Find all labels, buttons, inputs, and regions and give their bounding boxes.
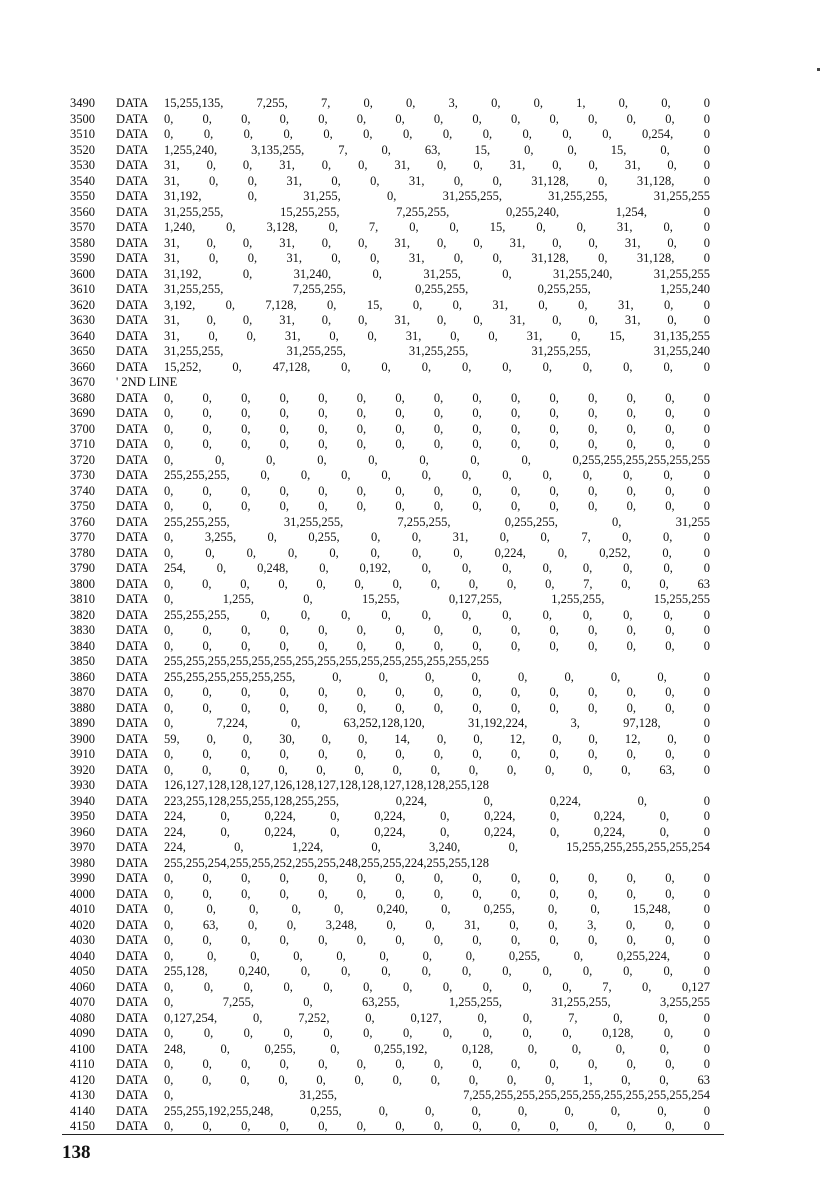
data-keyword: DATA	[116, 235, 149, 250]
line-number: 3860	[70, 669, 95, 684]
line-number: 3540	[70, 173, 95, 188]
data-values: 255,255,255, 0, 0, 0, 0, 0, 0, 0, 0, 0, 0, 0, 0	[164, 607, 710, 622]
data-values: 31,255,255, 31,255,255, 31,255,255, 31,255,255, 31,255,240	[164, 344, 710, 358]
line-number: 4130	[70, 1088, 95, 1102]
listing-line	[70, 561, 710, 577]
data-values: 0, 0, 0, 0, 0, 0, 0, 0, 0, 0, 0, 0, 0, 0, 0	[164, 499, 710, 513]
data-values: 0, 0, 0, 0, 0, 0, 0, 0, 0, 0, 0, 0, 0, 0, 0	[164, 1057, 710, 1071]
listing-line	[70, 1119, 710, 1135]
data-keyword: DATA	[116, 576, 149, 591]
line-number: 3710	[70, 437, 95, 451]
data-keyword: DATA	[116, 902, 149, 916]
data-keyword: DATA	[116, 1026, 149, 1040]
listing-line	[70, 329, 710, 345]
data-values: 0, 0, 0, 0, 0, 0, 0, 0, 0, 0, 0, 0, 0, 0, 0	[164, 1119, 710, 1133]
line-number: 3690	[70, 406, 95, 420]
line-number: 4120	[70, 1072, 95, 1087]
data-keyword: DATA	[116, 313, 149, 327]
data-keyword: DATA	[116, 793, 149, 808]
listing-line	[70, 592, 710, 608]
data-values: 255,128, 0,240, 0, 0, 0, 0, 0, 0, 0, 0, 0, 0, 0	[164, 964, 710, 978]
data-values: 224, 0, 0,224, 0, 0,224, 0, 0,224, 0, 0,224, 0, 0	[164, 824, 710, 839]
listing-line	[70, 608, 710, 624]
line-number: 4060	[70, 979, 95, 994]
data-keyword: DATA	[116, 173, 149, 188]
data-values: 0, 0, 0, 0, 0, 0, 0, 0, 0, 0, 0, 0, 0, 0, 0	[164, 638, 710, 653]
line-number: 4090	[70, 1026, 95, 1040]
listing-line	[70, 375, 710, 391]
data-keyword: DATA	[116, 266, 149, 281]
listing-line	[70, 499, 710, 515]
data-keyword: DATA	[116, 1088, 149, 1102]
data-keyword: DATA	[116, 716, 149, 730]
line-number: 4020	[70, 917, 95, 932]
data-keyword: DATA	[116, 96, 149, 110]
data-keyword: DATA	[116, 220, 149, 234]
data-values: 31, 0, 0, 31, 0, 0, 31, 0, 0, 31, 0, 15, 31,135,255	[164, 328, 710, 343]
data-keyword: DATA	[116, 917, 149, 932]
data-values: 0, 0, 0, 0, 0, 0, 0, 0, 0, 0, 0, 0, 0, 0, 0	[164, 483, 710, 498]
listing-line	[70, 933, 710, 949]
line-number: 3510	[70, 127, 95, 141]
data-keyword: DATA	[116, 1119, 149, 1133]
data-keyword: DATA	[116, 995, 149, 1009]
data-values: 31,192, 0, 31,255, 0, 31,255,255, 31,255,255, 31,255,255	[164, 189, 710, 203]
listing-line	[70, 220, 710, 236]
data-keyword: DATA	[116, 561, 149, 575]
remark-text: ' 2ND LINE	[116, 375, 178, 389]
listing-line	[70, 251, 710, 267]
line-number: 3730	[70, 468, 95, 482]
line-number: 3980	[70, 855, 95, 870]
line-number: 3640	[70, 328, 95, 343]
data-values: 0, 0, 0, 0, 0, 0, 0, 0, 0, 0, 0, 0, 0, 0, 0	[164, 700, 710, 715]
data-keyword: DATA	[116, 654, 149, 668]
data-keyword: DATA	[116, 1103, 149, 1118]
listing-line	[70, 1042, 710, 1058]
data-values: 0, 0, 0, 0, 0, 0, 0, 0, 0,255,255,255,255,255,255	[164, 452, 710, 467]
data-keyword: DATA	[116, 1010, 149, 1025]
listing-line	[70, 313, 710, 329]
data-values: 224, 0, 1,224, 0, 3,240, 0, 15,255,255,255,255,255,254	[164, 840, 710, 854]
line-number: 3610	[70, 282, 95, 296]
line-number: 3700	[70, 421, 95, 436]
data-values: 31, 0, 0, 31, 0, 0, 31, 0, 0, 31, 0, 0, 31, 0, 0	[164, 313, 710, 327]
data-values: 15,255,135, 7,255, 7, 0, 0, 3, 0, 0, 1, 0, 0, 0	[164, 96, 710, 110]
data-keyword: DATA	[116, 158, 149, 172]
listing-line	[70, 422, 710, 438]
data-values: 0, 7,224, 0, 63,252,128,120, 31,192,224, 3, 97,128, 0	[164, 716, 710, 730]
line-number: 3650	[70, 344, 95, 358]
data-values: 0, 7,255, 0, 63,255, 1,255,255, 31,255,255, 3,255,255	[164, 995, 710, 1009]
line-number: 3630	[70, 313, 95, 327]
data-values: 223,255,128,255,255,128,255,255, 0,224, 0, 0,224, 0, 0	[164, 793, 710, 808]
data-values: 0, 0, 0, 0, 0, 0, 0, 0, 0, 0, 0, 1, 0, 0, 63	[164, 1072, 710, 1087]
listing-line	[70, 887, 710, 903]
listing-line	[70, 763, 710, 779]
listing-line	[70, 701, 710, 717]
page-number: 138	[62, 1142, 91, 1163]
data-keyword: DATA	[116, 421, 149, 436]
line-number: 3740	[70, 483, 95, 498]
listing-line	[70, 1073, 710, 1089]
data-keyword: DATA	[116, 1041, 149, 1056]
line-number: 3590	[70, 251, 95, 265]
data-keyword: DATA	[116, 142, 149, 157]
data-values: 31,192, 0, 31,240, 0, 31,255, 0, 31,255,240, 31,255,255	[164, 266, 710, 281]
data-values: 0, 0, 0, 0, 0, 0, 0, 0, 0, 0, 0, 0, 0,254, 0	[164, 127, 710, 141]
data-keyword: DATA	[116, 623, 149, 637]
listing-line	[70, 856, 710, 872]
data-values: 255,255,255, 0, 0, 0, 0, 0, 0, 0, 0, 0, 0, 0, 0	[164, 468, 710, 482]
data-values: 3,192, 0, 7,128, 0, 15, 0, 0, 31, 0, 0, 31, 0, 0	[164, 297, 710, 312]
listing-line	[70, 685, 710, 701]
line-number: 3530	[70, 158, 95, 172]
data-values: 0, 0, 0, 0, 0, 0, 0, 0, 0, 0, 0, 0, 0, 0, 0	[164, 390, 710, 405]
line-number: 3810	[70, 592, 95, 606]
line-number: 4000	[70, 886, 95, 901]
data-values: 0, 0, 0, 0, 0, 0,240, 0, 0,255, 0, 0, 15,248, 0	[164, 902, 710, 916]
data-keyword: DATA	[116, 282, 149, 296]
line-number: 4110	[70, 1057, 95, 1071]
data-keyword: DATA	[116, 747, 149, 761]
listing-line	[70, 298, 710, 314]
listing-line	[70, 1026, 710, 1042]
data-values: 31, 0, 0, 31, 0, 0, 31, 0, 0, 31, 0, 0, 31, 0, 0	[164, 235, 710, 250]
listing-line	[70, 530, 710, 546]
line-number: 3940	[70, 793, 95, 808]
data-values: 31, 0, 0, 31, 0, 0, 31, 0, 0, 31, 0, 0, 31, 0, 0	[164, 158, 710, 172]
line-number: 4070	[70, 995, 95, 1009]
data-values: 59, 0, 0, 30, 0, 0, 14, 0, 0, 12, 0, 0, 12, 0, 0	[164, 731, 710, 746]
listing-line	[70, 964, 710, 980]
listing-line	[70, 484, 710, 500]
listing-line	[70, 360, 710, 376]
data-keyword: DATA	[116, 297, 149, 312]
listing-line	[70, 840, 710, 856]
line-number: 3580	[70, 235, 95, 250]
listing-line	[70, 902, 710, 918]
data-keyword: DATA	[116, 778, 149, 792]
data-keyword: DATA	[116, 840, 149, 854]
line-number: 3840	[70, 638, 95, 653]
line-number: 3570	[70, 220, 95, 234]
line-number: 3990	[70, 871, 95, 885]
listing-line	[70, 995, 710, 1011]
listing-line	[70, 344, 710, 360]
data-values: 31, 0, 0, 31, 0, 0, 31, 0, 0, 31,128, 0, 31,128, 0	[164, 251, 710, 265]
data-values: 0, 0, 0, 0, 0, 0, 0, 0, 0, 0, 0, 0, 0, 0, 0	[164, 933, 710, 947]
data-keyword: DATA	[116, 886, 149, 901]
listing-line	[70, 1011, 710, 1027]
data-keyword: DATA	[116, 731, 149, 746]
line-number: 4050	[70, 964, 95, 978]
line-number: 3870	[70, 685, 95, 699]
listing-line	[70, 1104, 710, 1120]
listing-line	[70, 980, 710, 996]
data-keyword: DATA	[116, 685, 149, 699]
data-values: 255,255,192,255,248, 0,255, 0, 0, 0, 0, 0, 0, 0, 0	[164, 1103, 710, 1118]
listing-line	[70, 732, 710, 748]
listing-line	[70, 453, 710, 469]
data-keyword: DATA	[116, 499, 149, 513]
footer-rule	[62, 1134, 724, 1135]
listing-line	[70, 794, 710, 810]
data-keyword: DATA	[116, 700, 149, 715]
line-number: 3950	[70, 809, 95, 823]
listing-line	[70, 96, 710, 112]
data-values: 0, 0, 0, 0, 0, 0, 0, 0, 0, 0, 0, 0,128, 0, 0	[164, 1026, 710, 1040]
line-number: 3820	[70, 607, 95, 622]
listing-line	[70, 127, 710, 143]
line-number: 3490	[70, 96, 95, 110]
line-number: 3830	[70, 623, 95, 637]
line-number: 3520	[70, 142, 95, 157]
data-values: 0, 0, 0, 0, 0, 0, 0, 0, 0, 0, 0, 0, 0, 0, 0	[164, 623, 710, 637]
data-keyword: DATA	[116, 855, 149, 870]
data-keyword: DATA	[116, 359, 149, 374]
data-keyword: DATA	[116, 638, 149, 653]
listing-line	[70, 205, 710, 221]
data-keyword: DATA	[116, 592, 149, 606]
data-values: 255,255,255, 31,255,255, 7,255,255, 0,255,255, 0, 31,255	[164, 514, 710, 529]
listing-line	[70, 282, 710, 298]
data-keyword: DATA	[116, 824, 149, 839]
line-number: 3800	[70, 576, 95, 591]
data-keyword: DATA	[116, 871, 149, 885]
data-keyword: DATA	[116, 127, 149, 141]
data-values: 0, 0, 0, 0, 0, 0, 0, 0, 0, 0, 0, 0, 0, 63, 0	[164, 762, 710, 777]
listing-line	[70, 143, 710, 159]
data-values: 1,255,240, 3,135,255, 7, 0, 63, 15, 0, 0, 15, 0, 0	[164, 142, 710, 157]
listing-line	[70, 918, 710, 934]
data-keyword: DATA	[116, 204, 149, 219]
data-values: 1,240, 0, 3,128, 0, 7, 0, 0, 15, 0, 0, 31, 0, 0	[164, 220, 710, 234]
data-values: 0, 0, 0, 0, 0, 0, 0, 0, 0, 0, 0, 0, 0, 0, 0	[164, 747, 710, 761]
line-number: 4080	[70, 1010, 95, 1025]
data-values: 0, 0, 0, 0, 0, 0, 0, 0, 0, 0, 0, 0, 0, 0, 0	[164, 406, 710, 420]
line-number: 3670	[70, 375, 95, 389]
line-number: 4030	[70, 933, 95, 947]
data-keyword: DATA	[116, 468, 149, 482]
data-values: 0, 63, 0, 0, 3,248, 0, 0, 31, 0, 0, 3, 0, 0, 0	[164, 917, 710, 932]
data-keyword: DATA	[116, 437, 149, 451]
data-values: 15,252, 0, 47,128, 0, 0, 0, 0, 0, 0, 0, 0, 0, 0	[164, 359, 710, 374]
basic-data-listing	[70, 96, 710, 1135]
listing-line	[70, 623, 710, 639]
data-keyword: DATA	[116, 607, 149, 622]
data-values: 0, 0, 0, 0, 0, 0, 0, 0, 0, 0, 0, 0, 0, 0, 0	[164, 437, 710, 451]
line-number: 3720	[70, 452, 95, 467]
listing-line	[70, 546, 710, 562]
line-number: 3890	[70, 716, 95, 730]
data-values: 0, 0, 0, 0, 0, 0, 0, 0, 0, 0, 0, 7, 0, 0, 63	[164, 576, 710, 591]
listing-line	[70, 670, 710, 686]
data-values: 0, 0, 0, 0, 0, 0, 0, 0, 0,255, 0, 0,255,224, 0	[164, 948, 710, 963]
listing-line	[70, 515, 710, 531]
data-keyword: DATA	[116, 762, 149, 777]
data-values: 0, 1,255, 0, 15,255, 0,127,255, 1,255,255, 15,255,255	[164, 592, 710, 606]
line-number: 3850	[70, 654, 95, 668]
data-values: 31, 0, 0, 31, 0, 0, 31, 0, 0, 31,128, 0, 31,128, 0	[164, 173, 710, 188]
listing-line	[70, 716, 710, 732]
line-number: 3680	[70, 390, 95, 405]
data-keyword: DATA	[116, 390, 149, 405]
line-number: 3970	[70, 840, 95, 854]
data-keyword: DATA	[116, 111, 149, 126]
listing-line	[70, 654, 710, 670]
listing-line	[70, 778, 710, 794]
line-number: 3920	[70, 762, 95, 777]
data-keyword: DATA	[116, 948, 149, 963]
line-number: 4150	[70, 1119, 95, 1133]
line-number: 4040	[70, 948, 95, 963]
data-keyword: DATA	[116, 545, 149, 560]
line-number: 3500	[70, 111, 95, 126]
data-keyword: DATA	[116, 669, 149, 684]
line-number: 3770	[70, 530, 95, 544]
data-keyword: DATA	[116, 809, 149, 823]
line-number: 4010	[70, 902, 95, 916]
listing-line	[70, 1057, 710, 1073]
listing-line	[70, 406, 710, 422]
data-keyword: DATA	[116, 1057, 149, 1071]
line-number: 3780	[70, 545, 95, 560]
line-number: 3930	[70, 778, 95, 792]
data-keyword: DATA	[116, 344, 149, 358]
listing-line	[70, 1088, 710, 1104]
data-values: 0,127,254, 0, 7,252, 0, 0,127, 0, 0, 7, 0, 0, 0	[164, 1010, 710, 1025]
data-values: 255,255,255,255,255,255, 0, 0, 0, 0, 0, 0, 0, 0, 0	[164, 669, 710, 684]
data-keyword: DATA	[116, 530, 149, 544]
listing-line	[70, 747, 710, 763]
listing-line	[70, 112, 710, 128]
data-values: 0, 31,255, 7,255,255,255,255,255,255,255,255,255,255,254	[164, 1088, 710, 1102]
line-number: 3760	[70, 514, 95, 529]
data-values: 126,127,128,128,127,126,128,127,128,128,127,128,128,255,128	[164, 778, 489, 792]
line-number: 3600	[70, 266, 95, 281]
data-values: 0, 0, 0, 0, 0, 0, 0, 0, 0, 0, 0, 0, 0, 0, 0	[164, 871, 710, 885]
listing-line	[70, 174, 710, 190]
data-keyword: DATA	[116, 483, 149, 498]
listing-line	[70, 189, 710, 205]
line-number: 3660	[70, 359, 95, 374]
listing-line	[70, 236, 710, 252]
listing-line	[70, 639, 710, 655]
data-keyword: DATA	[116, 964, 149, 978]
listing-line	[70, 949, 710, 965]
line-number: 3900	[70, 731, 95, 746]
data-values: 0, 0, 0, 0, 0, 0, 0, 0, 0, 0, 0, 0, 0, 0, 0	[164, 886, 710, 901]
line-number: 3880	[70, 700, 95, 715]
listing-line	[70, 871, 710, 887]
line-number: 3620	[70, 297, 95, 312]
data-values: 254, 0, 0,248, 0, 0,192, 0, 0, 0, 0, 0, 0, 0, 0	[164, 561, 710, 575]
data-values: 255,255,254,255,255,252,255,255,248,255,255,224,255,255,128	[164, 855, 489, 870]
data-values: 0, 0, 0, 0, 0, 0, 0, 0, 0, 0, 0, 0, 0, 0, 0	[164, 685, 710, 699]
line-number: 3910	[70, 747, 95, 761]
data-values: 0, 3,255, 0, 0,255, 0, 0, 31, 0, 0, 7, 0, 0, 0	[164, 530, 710, 544]
data-keyword: DATA	[116, 328, 149, 343]
data-values: 0, 0, 0, 0, 0, 0, 0, 0, 0,224, 0, 0,252, 0, 0	[164, 545, 710, 560]
line-number: 3790	[70, 561, 95, 575]
data-keyword: DATA	[116, 406, 149, 420]
line-number: 3560	[70, 204, 95, 219]
data-values: 248, 0, 0,255, 0, 0,255,192, 0,128, 0, 0, 0, 0, 0	[164, 1041, 710, 1056]
line-number: 3960	[70, 824, 95, 839]
line-number: 3750	[70, 499, 95, 513]
data-keyword: DATA	[116, 979, 149, 994]
data-values: 224, 0, 0,224, 0, 0,224, 0, 0,224, 0, 0,224, 0, 0	[164, 809, 710, 823]
listing-line	[70, 809, 710, 825]
listing-line	[70, 825, 710, 841]
data-keyword: DATA	[116, 452, 149, 467]
data-values: 0, 0, 0, 0, 0, 0, 0, 0, 0, 0, 0, 0, 0, 0, 0	[164, 421, 710, 436]
data-values: 31,255,255, 15,255,255, 7,255,255, 0,255,240, 1,254, 0	[164, 204, 710, 219]
data-keyword: DATA	[116, 189, 149, 203]
data-values: 31,255,255, 7,255,255, 0,255,255, 0,255,255, 1,255,240	[164, 282, 710, 296]
data-keyword: DATA	[116, 933, 149, 947]
margin-dot	[817, 68, 820, 71]
listing-line	[70, 391, 710, 407]
line-number: 4100	[70, 1041, 95, 1056]
listing-line	[70, 267, 710, 283]
listing-line	[70, 158, 710, 174]
data-keyword: DATA	[116, 1072, 149, 1087]
data-values: 0, 0, 0, 0, 0, 0, 0, 0, 0, 0, 0, 7, 0, 0,127	[164, 979, 710, 994]
data-values: 255,255,255,255,255,255,255,255,255,255,255,255,255,255,255	[164, 654, 489, 668]
listing-line	[70, 577, 710, 593]
data-keyword: DATA	[116, 251, 149, 265]
data-keyword: DATA	[116, 514, 149, 529]
line-number: 4140	[70, 1103, 95, 1118]
line-number: 3550	[70, 189, 95, 203]
data-values: 0, 0, 0, 0, 0, 0, 0, 0, 0, 0, 0, 0, 0, 0, 0	[164, 111, 710, 126]
listing-line	[70, 468, 710, 484]
listing-line	[70, 437, 710, 453]
